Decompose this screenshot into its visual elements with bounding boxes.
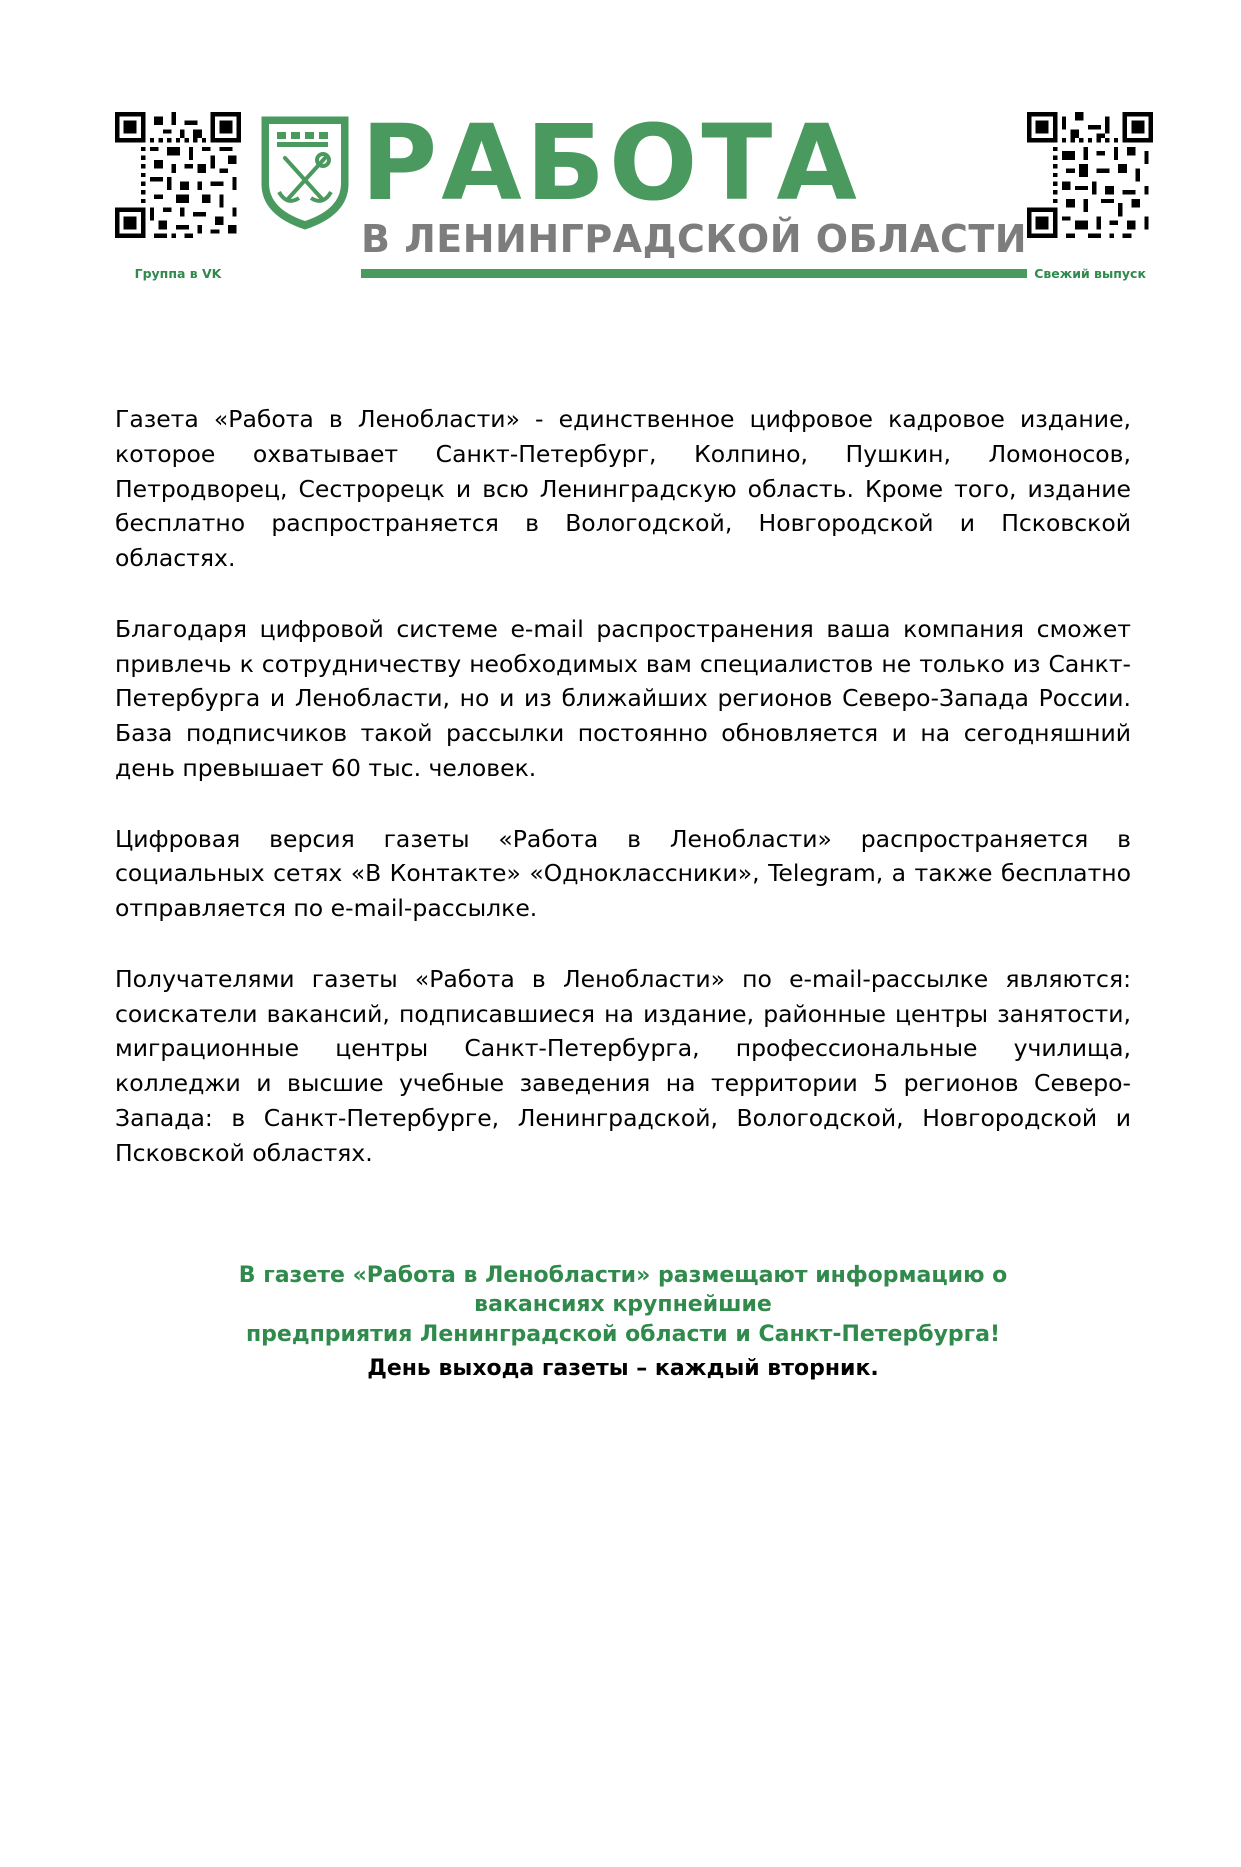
qr-code-graphic: [115, 112, 241, 238]
paragraph-3: Цифровая версия газеты «Работа в Ленобласти» распространяется в социальных сетях «В Контакте» «Одноклассники», Telegram, а также бесплатно отправляется по e-mail-рассылке.: [115, 824, 1131, 923]
document-body: [0, 402, 1241, 1384]
qr-code-graphic: [1027, 112, 1153, 238]
footnote-line-2: предприятия Ленинградской области и Санкт-Петербурга!: [245, 1321, 1001, 1347]
document-header: [0, 102, 1241, 342]
latest-issue-qr-caption: Свежий выпуск: [1034, 266, 1146, 281]
masthead-title: РАБОТА: [361, 102, 861, 224]
latest-issue-qr-block[interactable]: [1027, 112, 1153, 281]
masthead-subtitle: В ЛЕНИНГРАДСКОЙ ОБЛАСТИ: [361, 216, 1028, 261]
qr-code-icon[interactable]: [1027, 112, 1153, 238]
footnote-line-1: В газете «Работа в Ленобласти» размещают информацию о вакансиях крупнейшие: [238, 1262, 1008, 1318]
wordmark: [361, 102, 1028, 278]
masthead: [259, 102, 1028, 278]
footnote-line-3: День выхода газеты – каждый вторник.: [367, 1355, 879, 1381]
footnote-block: [115, 1261, 1131, 1385]
paragraph-4: Получателями газеты «Работа в Ленобласти» по e-mail-рассылке являются: соискатели вакансий, подписавшиеся на издание, районные центры занятости, миграционные центры Санкт-Петербурга, профессиональные училища, колледжи и высшие учебные заведения на территории 5 регионов Северо-Запада: в Санкт-Петербурге, Ленинградской, Вологодской, Новгородской и Псковской областях.: [115, 964, 1131, 1167]
paragraph-1: Газета «Работа в Ленобласти» - единственное цифровое кадровое издание, которое охватывает Санкт-Петербург, Колпино, Пушкин, Ломоносов, Петродворец, Сестрорецк и всю Ленинградскую область. Кроме того, издание бесплатно распространяется в Вологодской, Новгородской и Псковской областях.: [115, 405, 1131, 573]
qr-code-icon[interactable]: [115, 112, 241, 238]
paragraph-2: Благодаря цифровой системе e-mail распространения ваша компания сможет привлечь к сотрудничеству необходимых вам специалистов не только из Санкт-Петербурга и Ленобласти, но и из ближайших регионов Северо-Запада России. База подписчиков такой рассылки постоянно обновляется и на сегодняшний день превышает 60 тыс. человек.: [115, 614, 1131, 782]
vk-qr-caption: Группа в VK: [134, 266, 222, 281]
leningrad-oblast-coat-of-arms-icon: [259, 114, 351, 232]
masthead-rule: [361, 269, 1027, 278]
vk-qr-block[interactable]: [115, 112, 241, 281]
document-page: [0, 102, 1241, 1867]
coat-of-arms-graphic: [259, 114, 351, 232]
